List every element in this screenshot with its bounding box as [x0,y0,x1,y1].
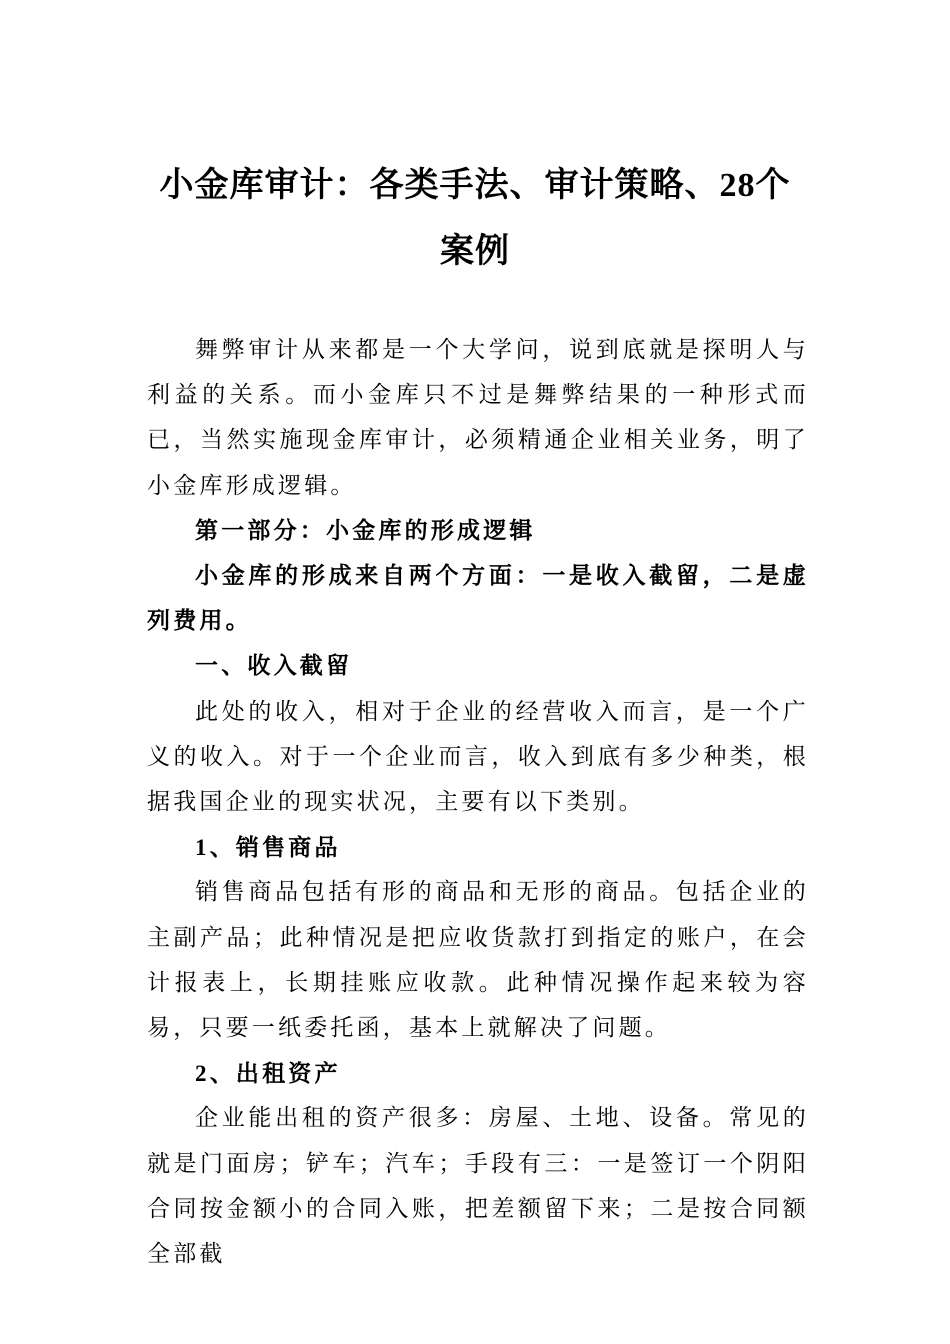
item-heading-rental: 2、出租资产 [195,1061,341,1087]
section-summary: 小金库的形成来自两个方面：一是收入截留，二是虚列费用。 [147,563,809,635]
rental-paragraph: 企业能出租的资产很多：房屋、土地、设备。常见的就是门面房；铲车；汽车；手段有三：一是签订一个阴阳合同按金额小的合同入账，把差额留下来；二是按合同额全部截 [147,1105,809,1268]
intro-paragraph: 舞弊审计从来都是一个大学问，说到底就是探明人与利益的关系。而小金库只不过是舞弊结果的一种形式而已，当然实施现金库审计，必须精通企业相关业务，明了小金库形成逻辑。 [147,337,809,499]
document-title: 小金库审计：各类手法、审计策略、28个案例 [159,167,791,270]
income-paragraph: 此处的收入，相对于企业的经营收入而言，是一个广义的收入。对于一个企业而言，收入到底有多少种类，根据我国企业的现实状况，主要有以下类别。 [147,698,809,816]
section-heading-part-one: 第一部分：小金库的形成逻辑 [195,517,536,544]
sales-paragraph: 销售商品包括有形的商品和无形的商品。包括企业的主副产品；此种情况是把应收货款打到指定的账户，在会计报表上，长期挂账应收款。此种情况操作起来较为容易，只要一纸委托函，基本上就解决了问题。 [147,879,809,1042]
subsection-heading-income-retention: 一、收入截留 [195,653,353,680]
item-heading-sales: 1、销售商品 [195,835,341,861]
document-body [147,328,809,1277]
